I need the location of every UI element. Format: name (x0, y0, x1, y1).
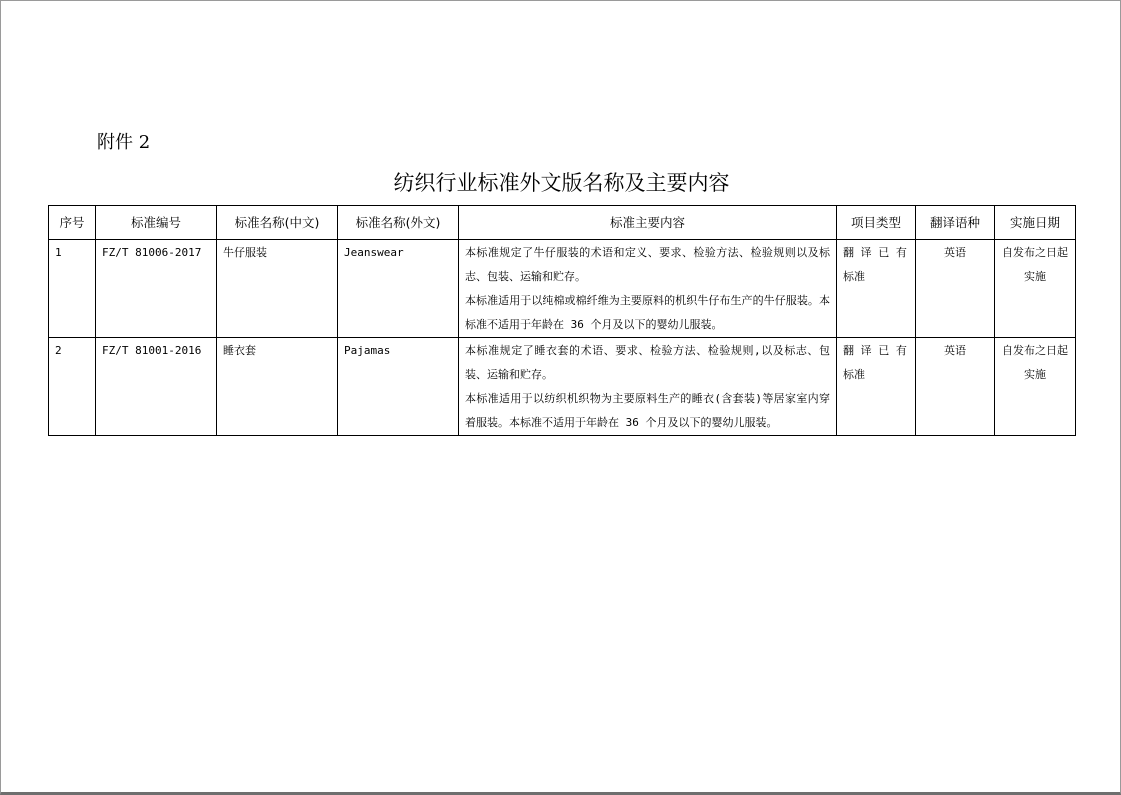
header-implementation-date: 实施日期 (995, 206, 1076, 240)
cell-translation-language: 英语 (916, 240, 995, 338)
attachment-label: 附件 2 (97, 132, 151, 153)
table-row (49, 240, 1076, 338)
cell-name-chinese: 睡衣套 (217, 338, 338, 436)
header-project-type: 项目类型 (837, 206, 916, 240)
cell-name-foreign: Pajamas (338, 338, 459, 436)
content-paragraph: 本标准规定了牛仔服装的术语和定义、要求、检验方法、检验规则以及标志、包装、运输和贮存。 (465, 246, 830, 283)
content-paragraph: 本标准规定了睡衣套的术语、要求、检验方法、检验规则,以及标志、包装、运输和贮存。 (465, 344, 830, 381)
document-title: 纺织行业标准外文版名称及主要内容 (393, 171, 730, 195)
cell-implementation-date: 自发布之日起实施 (995, 240, 1076, 338)
header-translation-language: 翻译语种 (916, 206, 995, 240)
cell-project-type: 翻 译 已 有 标准 (837, 240, 916, 338)
cell-name-chinese: 牛仔服装 (217, 240, 338, 338)
standards-table (48, 205, 1076, 436)
cell-implementation-date: 自发布之日起实施 (995, 338, 1076, 436)
cell-serial-number: 2 (49, 338, 96, 436)
cell-main-content (459, 338, 837, 436)
cell-project-type: 翻 译 已 有 标准 (837, 338, 916, 436)
content-paragraph: 本标准适用于以纯棉或棉纤维为主要原料的机织牛仔布生产的牛仔服装。本标准不适用于年龄在 36 个月及以下的婴幼儿服装。 (465, 294, 830, 331)
table-header-row (49, 206, 1076, 240)
header-name-foreign: 标准名称(外文) (338, 206, 459, 240)
header-standard-code: 标准编号 (96, 206, 217, 240)
header-serial-number: 序号 (49, 206, 96, 240)
cell-main-content (459, 240, 837, 338)
content-paragraph: 本标准适用于以纺织机织物为主要原料生产的睡衣(含套装)等居家室内穿着服装。本标准不适用于年龄在 36 个月及以下的婴幼儿服装。 (465, 392, 830, 429)
cell-standard-code: FZ/T 81006-2017 (96, 240, 217, 338)
table-row (49, 338, 1076, 436)
cell-translation-language: 英语 (916, 338, 995, 436)
cell-standard-code: FZ/T 81001-2016 (96, 338, 217, 436)
cell-serial-number: 1 (49, 240, 96, 338)
cell-name-foreign: Jeanswear (338, 240, 459, 338)
header-name-chinese: 标准名称(中文) (217, 206, 338, 240)
header-main-content: 标准主要内容 (459, 206, 837, 240)
